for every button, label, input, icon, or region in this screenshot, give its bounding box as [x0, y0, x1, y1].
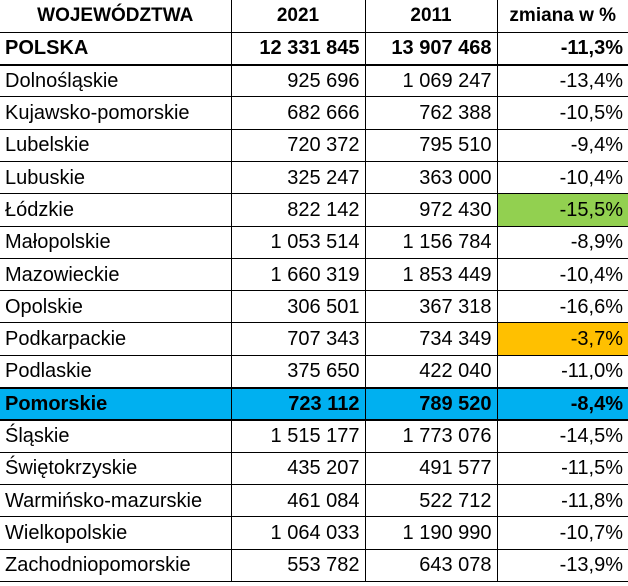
- region-name: Śląskie: [0, 420, 231, 452]
- value-2021: 925 696: [231, 65, 365, 97]
- value-2021: 435 207: [231, 452, 365, 484]
- region-name: Warmińsko-mazurskie: [0, 484, 231, 516]
- value-2021: 553 782: [231, 549, 365, 581]
- table-row: [0, 323, 628, 355]
- region-name: Kujawsko-pomorskie: [0, 97, 231, 129]
- table-row: [0, 97, 628, 129]
- table-row: [0, 161, 628, 193]
- value-2011: 1 853 449: [365, 258, 497, 290]
- region-name: Podlaskie: [0, 355, 231, 387]
- region-name: Zachodniopomorskie: [0, 549, 231, 581]
- region-name: Lubuskie: [0, 161, 231, 193]
- region-name: Świętokrzyskie: [0, 452, 231, 484]
- change-percent: -9,4%: [497, 129, 628, 161]
- change-percent: -14,5%: [497, 420, 628, 452]
- region-name: Podkarpackie: [0, 323, 231, 355]
- header-year-2011: 2011: [365, 0, 497, 32]
- table-row: [0, 129, 628, 161]
- change-percent: -10,7%: [497, 517, 628, 549]
- region-name: Małopolskie: [0, 226, 231, 258]
- region-name: Wielkopolskie: [0, 517, 231, 549]
- value-2011: 643 078: [365, 549, 497, 581]
- change-percent-lowest: -15,5%: [497, 194, 628, 226]
- value-2021: 1 064 033: [231, 517, 365, 549]
- value-2011: 13 907 468: [365, 32, 497, 64]
- change-percent-highest: -3,7%: [497, 323, 628, 355]
- value-2011: 422 040: [365, 355, 497, 387]
- header-year-2021: 2021: [231, 0, 365, 32]
- region-name: Łódzkie: [0, 194, 231, 226]
- table-row: [0, 291, 628, 323]
- table-row: [0, 355, 628, 387]
- region-name: POLSKA: [0, 32, 231, 64]
- value-2021: 1 660 319: [231, 258, 365, 290]
- value-2011: 789 520: [365, 388, 497, 420]
- change-percent: -13,9%: [497, 549, 628, 581]
- value-2011: 522 712: [365, 484, 497, 516]
- value-2011: 1 773 076: [365, 420, 497, 452]
- table-row: [0, 420, 628, 452]
- region-name: Opolskie: [0, 291, 231, 323]
- change-percent: -11,0%: [497, 355, 628, 387]
- value-2021: 1 515 177: [231, 420, 365, 452]
- value-2021: 306 501: [231, 291, 365, 323]
- change-percent: -13,4%: [497, 65, 628, 97]
- table-row: [0, 452, 628, 484]
- region-name: Mazowieckie: [0, 258, 231, 290]
- change-percent: -11,8%: [497, 484, 628, 516]
- value-2021: 720 372: [231, 129, 365, 161]
- table-row: [0, 258, 628, 290]
- value-2021: 12 331 845: [231, 32, 365, 64]
- value-2011: 1 156 784: [365, 226, 497, 258]
- table-row: [0, 65, 628, 97]
- region-name: Pomorskie: [0, 388, 231, 420]
- value-2021: 822 142: [231, 194, 365, 226]
- header-change: zmiana w %: [497, 0, 628, 32]
- value-2011: 1 069 247: [365, 65, 497, 97]
- value-2021: 682 666: [231, 97, 365, 129]
- header-row: [0, 0, 628, 32]
- value-2021: 1 053 514: [231, 226, 365, 258]
- value-2021: 375 650: [231, 355, 365, 387]
- table-row: [0, 484, 628, 516]
- table-row: [0, 194, 628, 226]
- header-region: WOJEWÓDZTWA: [0, 0, 231, 32]
- value-2011: 367 318: [365, 291, 497, 323]
- table-row: [0, 549, 628, 581]
- table-row: [0, 517, 628, 549]
- change-percent: -11,5%: [497, 452, 628, 484]
- change-percent: -10,5%: [497, 97, 628, 129]
- table-row-highlighted: [0, 388, 628, 420]
- region-name: Lubelskie: [0, 129, 231, 161]
- change-percent: -11,3%: [497, 32, 628, 64]
- value-2011: 972 430: [365, 194, 497, 226]
- change-percent: -16,6%: [497, 291, 628, 323]
- value-2011: 734 349: [365, 323, 497, 355]
- value-2021: 707 343: [231, 323, 365, 355]
- value-2011: 1 190 990: [365, 517, 497, 549]
- region-name: Dolnośląskie: [0, 65, 231, 97]
- change-percent: -8,4%: [497, 388, 628, 420]
- value-2021: 325 247: [231, 161, 365, 193]
- value-2021: 461 084: [231, 484, 365, 516]
- value-2011: 491 577: [365, 452, 497, 484]
- value-2011: 795 510: [365, 129, 497, 161]
- table-row: [0, 226, 628, 258]
- table-row-total: [0, 32, 628, 64]
- change-percent: -10,4%: [497, 161, 628, 193]
- change-percent: -8,9%: [497, 226, 628, 258]
- value-2011: 762 388: [365, 97, 497, 129]
- value-2011: 363 000: [365, 161, 497, 193]
- change-percent: -10,4%: [497, 258, 628, 290]
- value-2021: 723 112: [231, 388, 365, 420]
